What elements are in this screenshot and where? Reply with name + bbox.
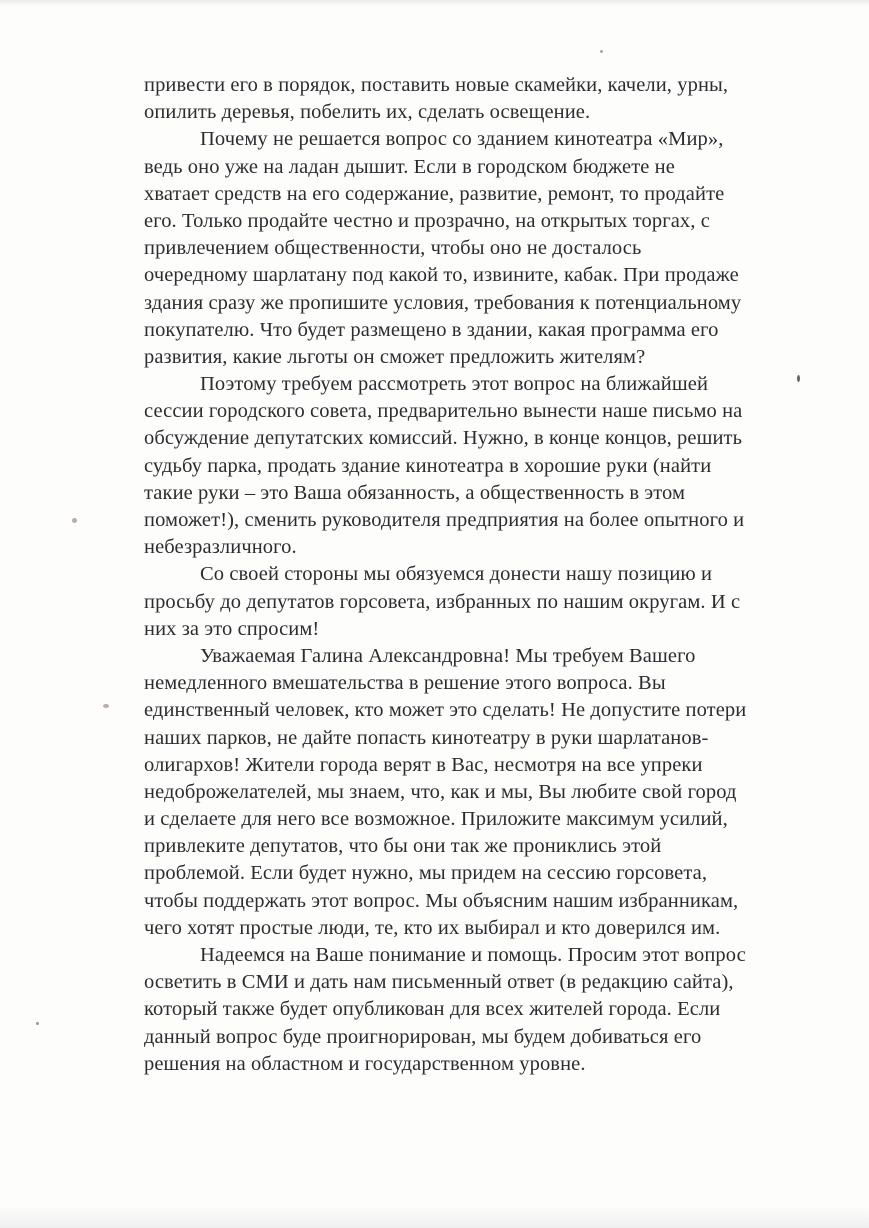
letter-line: опилить деревья, побелить их, сделать освещение. [144, 101, 591, 124]
letter-line: такие руки – это Ваша обязанность, а общественность в этом [144, 481, 686, 504]
letter-line: осветить в СМИ и дать нам письменный ответ (в редакцию сайта), [144, 971, 734, 994]
scan-top-edge [0, 0, 869, 6]
letter-line: них за это спросим! [144, 617, 320, 640]
letter-line: Почему не решается вопрос со зданием кинотеатра «Мир», [200, 128, 724, 151]
letter-line: здания сразу же пропишите условия, требования к потенциальному [144, 291, 742, 314]
letter-line: проблемой. Если будет нужно, мы придем на сессию горсовета, [144, 862, 708, 885]
letter-line: покупателю. Что будет размещено в здании, какая программа его [144, 318, 719, 341]
letter-line: немедленного вмешательства в решение этого вопроса. Вы [144, 672, 666, 695]
letter-line: ведь оно уже на ладан дышит. Если в городском бюджете не [144, 155, 675, 178]
letter-line: который также будет опубликован для всех жителей города. Если [144, 998, 721, 1021]
letter-line: Поэтому требуем рассмотреть этот вопрос на ближайшей [200, 373, 709, 396]
scan-bottom-edge [0, 1206, 869, 1228]
letter-line: привлечением общественности, чтобы оно не досталось [144, 237, 642, 260]
letter-line: привести его в порядок, поставить новые скамейки, качели, урны, [144, 74, 729, 96]
letter-body [144, 72, 834, 1078]
letter-line: недоброжелателей, мы знаем, что, как и мы, Вы любите свой город [144, 780, 737, 803]
letter-line: его. Только продайте честно и прозрачно, на открытых торгах, с [144, 209, 710, 232]
paper-speck [600, 50, 603, 53]
letter-line: поможет!), сменить руководителя предприятия на более опытного и [144, 509, 745, 531]
letter-line: единственный человек, кто может это сделать! Не допустите потери [144, 699, 747, 722]
paper-speck [103, 704, 109, 708]
letter-line: Уважаемая Галина Александровна! Мы требуем Вашего [200, 644, 696, 667]
letter-line: обсуждение депутатских комиссий. Нужно, в конце концов, решить [144, 427, 743, 450]
letter-line: чтобы поддержать этот вопрос. Мы объясним нашим избранникам, [144, 889, 739, 912]
letter-line: небезразличного. [144, 536, 297, 559]
letter-line: сессии городского совета, предварительно вынести наше письмо на [144, 400, 743, 423]
letter-line: чего хотят простые люди, те, кто их выбирал и кто доверился им. [144, 916, 721, 939]
paper-speck [72, 518, 77, 523]
letter-line: хватает средств на его содержание, развитие, ремонт, то продайте [144, 182, 725, 205]
letter-line: данный вопрос буде проигнорирован, мы будем добиваться его [144, 1025, 702, 1048]
letter-line: и сделаете для него все возможное. Приложите максимум усилий, [144, 808, 728, 831]
letter-line: олигархов! Жители города верят в Вас, несмотря на все упреки [144, 753, 703, 776]
letter-line: развития, какие льготы он сможет предложить жителям? [144, 345, 646, 368]
letter-line: решения на областном и государственном уровне. [144, 1052, 586, 1075]
letter-line: Со своей стороны мы обязуемся донести нашу позицию и [200, 563, 713, 586]
paper-speck [36, 1022, 39, 1025]
letter-line: Надеемся на Ваше понимание и помощь. Просим этот вопрос [200, 944, 746, 966]
letter-line: просьбу до депутатов горсовета, избранных по нашим округам. И с [144, 590, 741, 613]
letter-line: очередному шарлатану под какой то, извините, кабак. При продаже [144, 264, 739, 287]
letter-line: наших парков, не дайте попасть кинотеатру в руки шарлатанов- [144, 726, 709, 749]
letter-line: судьбу парка, продать здание кинотеатра в хорошие руки (найти [144, 454, 712, 477]
letter-line: привлеките депутатов, что бы они так же прониклись этой [144, 835, 662, 858]
